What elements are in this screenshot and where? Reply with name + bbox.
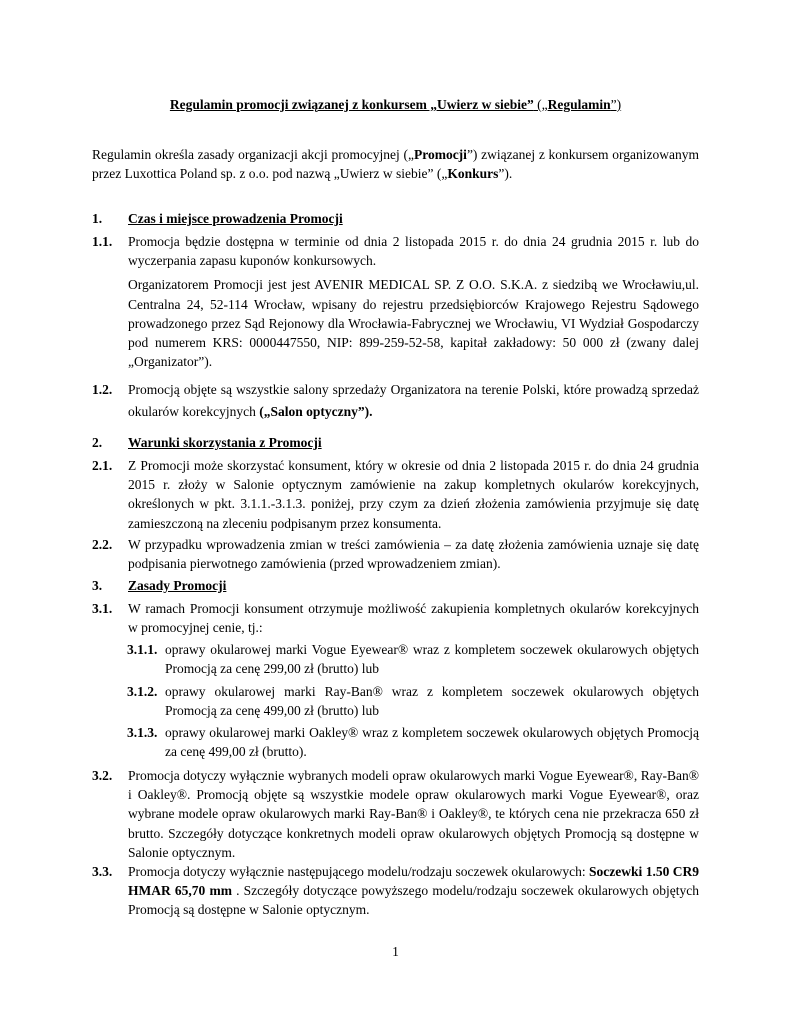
intro-text-1: Regulamin określa zasady organizacji akcji promocyjnej („ <box>92 147 414 162</box>
item-text-bold: Soczewki 1.50 CR9 HMAR 65,70 mm <box>128 864 699 899</box>
item-text: W przypadku wprowadzenia zmian w treści zamówienia – za datę złożenia zamówienia uznaje się datę podpisania pierwotnego zamówienia (przed wprowadzeniem zmian). <box>128 537 699 572</box>
item-3-1-2 <box>127 682 699 720</box>
item-number: 2.2. <box>92 537 113 552</box>
item-2-2 <box>92 535 699 573</box>
item-text-organizer: Organizatorem Promocji jest jest AVENIR MEDICAL SP. Z O.O. S.K.A. z siedzibą we Wrocławiu,ul. Centralna 24, 52-114 Wrocław, wpisany do rejestru przedsiębiorców Krajowego Rejestru Sądowego prowadzonego przez Sąd Rejonowy dla Wrocławia-Fabrycznej we Wrocławiu, VI Wydział Gospodarczy pod numerem KRS: 0000447550, NIP: 899-259-52-58, kapitał zakładowy: 50 000 zł (zwany dalej „Organizator”). <box>128 277 699 370</box>
item-1-2 <box>92 379 699 423</box>
item-number: 3.1.3. <box>127 725 158 740</box>
title-paren-close: ”) <box>610 97 622 112</box>
item-number: 3.2. <box>92 768 113 783</box>
intro-text-2: ”) związanej z konkursem organizowanym przez Luxottica Poland sp. z o.o. pod nazwą „Uwierz w siebie” („ <box>92 147 699 181</box>
section-title: Czas i miejsce prowadzenia Promocji <box>128 211 343 226</box>
item-3-2 <box>92 766 699 862</box>
item-text-bold: („Salon optyczny”). <box>259 404 373 419</box>
item-text: oprawy okularowej marki Ray-Ban® wraz z kompletem soczewek okularowych objętych Promocją za cenę 499,00 zł (brutto) lub <box>165 684 699 719</box>
item-text <box>128 379 699 423</box>
item-2-1 <box>92 456 699 533</box>
item-number: 1.2. <box>92 382 113 397</box>
title-paren-open: („ <box>533 97 548 112</box>
item-text: Promocja dotyczy wyłącznie wybranych modeli opraw okularowych marki Vogue Eyewear®, Ray-Ban® i Oakley®. Promocją objęte są wszystkie modele opraw okularowych marki Vogue Eyewear®, oraz wybrane modele opraw okularowych marki Ray-Ban® i Oakley®, te których cena nie przekracza 650 zł brutto. Szczegóły dotyczące konkretnych modeli opraw okularowych objętych Promocją są dostępne w Salonie optycznym. <box>128 768 699 860</box>
title-paren-bold: Regulamin <box>547 97 611 112</box>
section-heading-3 <box>92 577 226 596</box>
section-number: 2. <box>92 435 103 450</box>
item-3-3 <box>92 862 699 920</box>
section-heading-2 <box>92 434 322 453</box>
item-number: 2.1. <box>92 458 113 473</box>
section-title: Zasady Promocji <box>128 578 227 593</box>
item-text-plain-2: . Szczegóły dotyczące powyższego modelu/rodzaju soczewek okularowych objętych Promocją są dostępne w Salonie optycznym. <box>128 883 700 918</box>
intro-paragraph <box>92 146 699 183</box>
item-text-plain: Promocja dotyczy wyłącznie następującego modelu/rodzaju soczewek okularowych: <box>128 864 590 879</box>
intro-bold-1: Promocji <box>413 147 467 162</box>
item-text: Promocja będzie dostępna w terminie od dnia 2 listopada 2015 r. do dnia 24 grudnia 2015 r. lub do wyczerpania zapasu kuponów konkursowych. <box>128 234 699 269</box>
item-text: W ramach Promocji konsument otrzymuje możliwość zakupienia kompletnych okularów korekcyjnych w promocyjnej cenie, tj.: <box>128 601 699 636</box>
section-number: 1. <box>92 211 103 226</box>
item-number: 3.1.2. <box>127 684 158 699</box>
document-title <box>0 97 791 113</box>
intro-text-3: ”). <box>498 165 513 181</box>
item-number: 3.3. <box>92 864 113 879</box>
item-3-1-1 <box>127 640 699 678</box>
item-text <box>128 862 699 920</box>
item-text-plain: Promocją objęte są wszystkie salony sprzedaży Organizatora na terenie Polski, które prowadzą sprzedaż okularów korekcyjnych <box>128 382 699 419</box>
item-text: oprawy okularowej marki Vogue Eyewear® wraz z kompletem soczewek okularowych objętych Promocją za cenę 299,00 zł (brutto) lub <box>165 642 699 677</box>
item-3-1 <box>92 599 699 637</box>
item-1-1 <box>92 232 699 371</box>
intro-bold-2: Konkurs <box>447 165 499 181</box>
section-number: 3. <box>92 578 103 593</box>
page-number: 1 <box>392 944 399 959</box>
item-number: 1.1. <box>92 234 113 249</box>
item-3-1-3 <box>127 723 699 761</box>
item-number: 3.1. <box>92 601 113 616</box>
section-heading-1 <box>92 210 343 229</box>
title-main: Regulamin promocji związanej z konkursem „Uwierz w siebie” <box>169 97 534 112</box>
item-number: 3.1.1. <box>127 642 158 657</box>
section-title: Warunki skorzystania z Promocji <box>128 435 322 450</box>
item-text: Z Promocji może skorzystać konsument, który w okresie od dnia 2 listopada 2015 r. do dnia 24 grudnia 2015 r. złoży w Salonie optycznym zamówienie na zakup kompletnych okularów korekcyjnych, określonych w pkt. 3.1.1.-3.1.3. poniżej, przy czym za dzień złożenia zamówienia przyjmuje się datę zamieszczoną na zleceniu podpisanym przez konsumenta. <box>128 458 699 531</box>
item-text: oprawy okularowej marki Oakley® wraz z kompletem soczewek okularowych objętych Promocją za cenę 499,00 zł (brutto). <box>165 725 699 760</box>
